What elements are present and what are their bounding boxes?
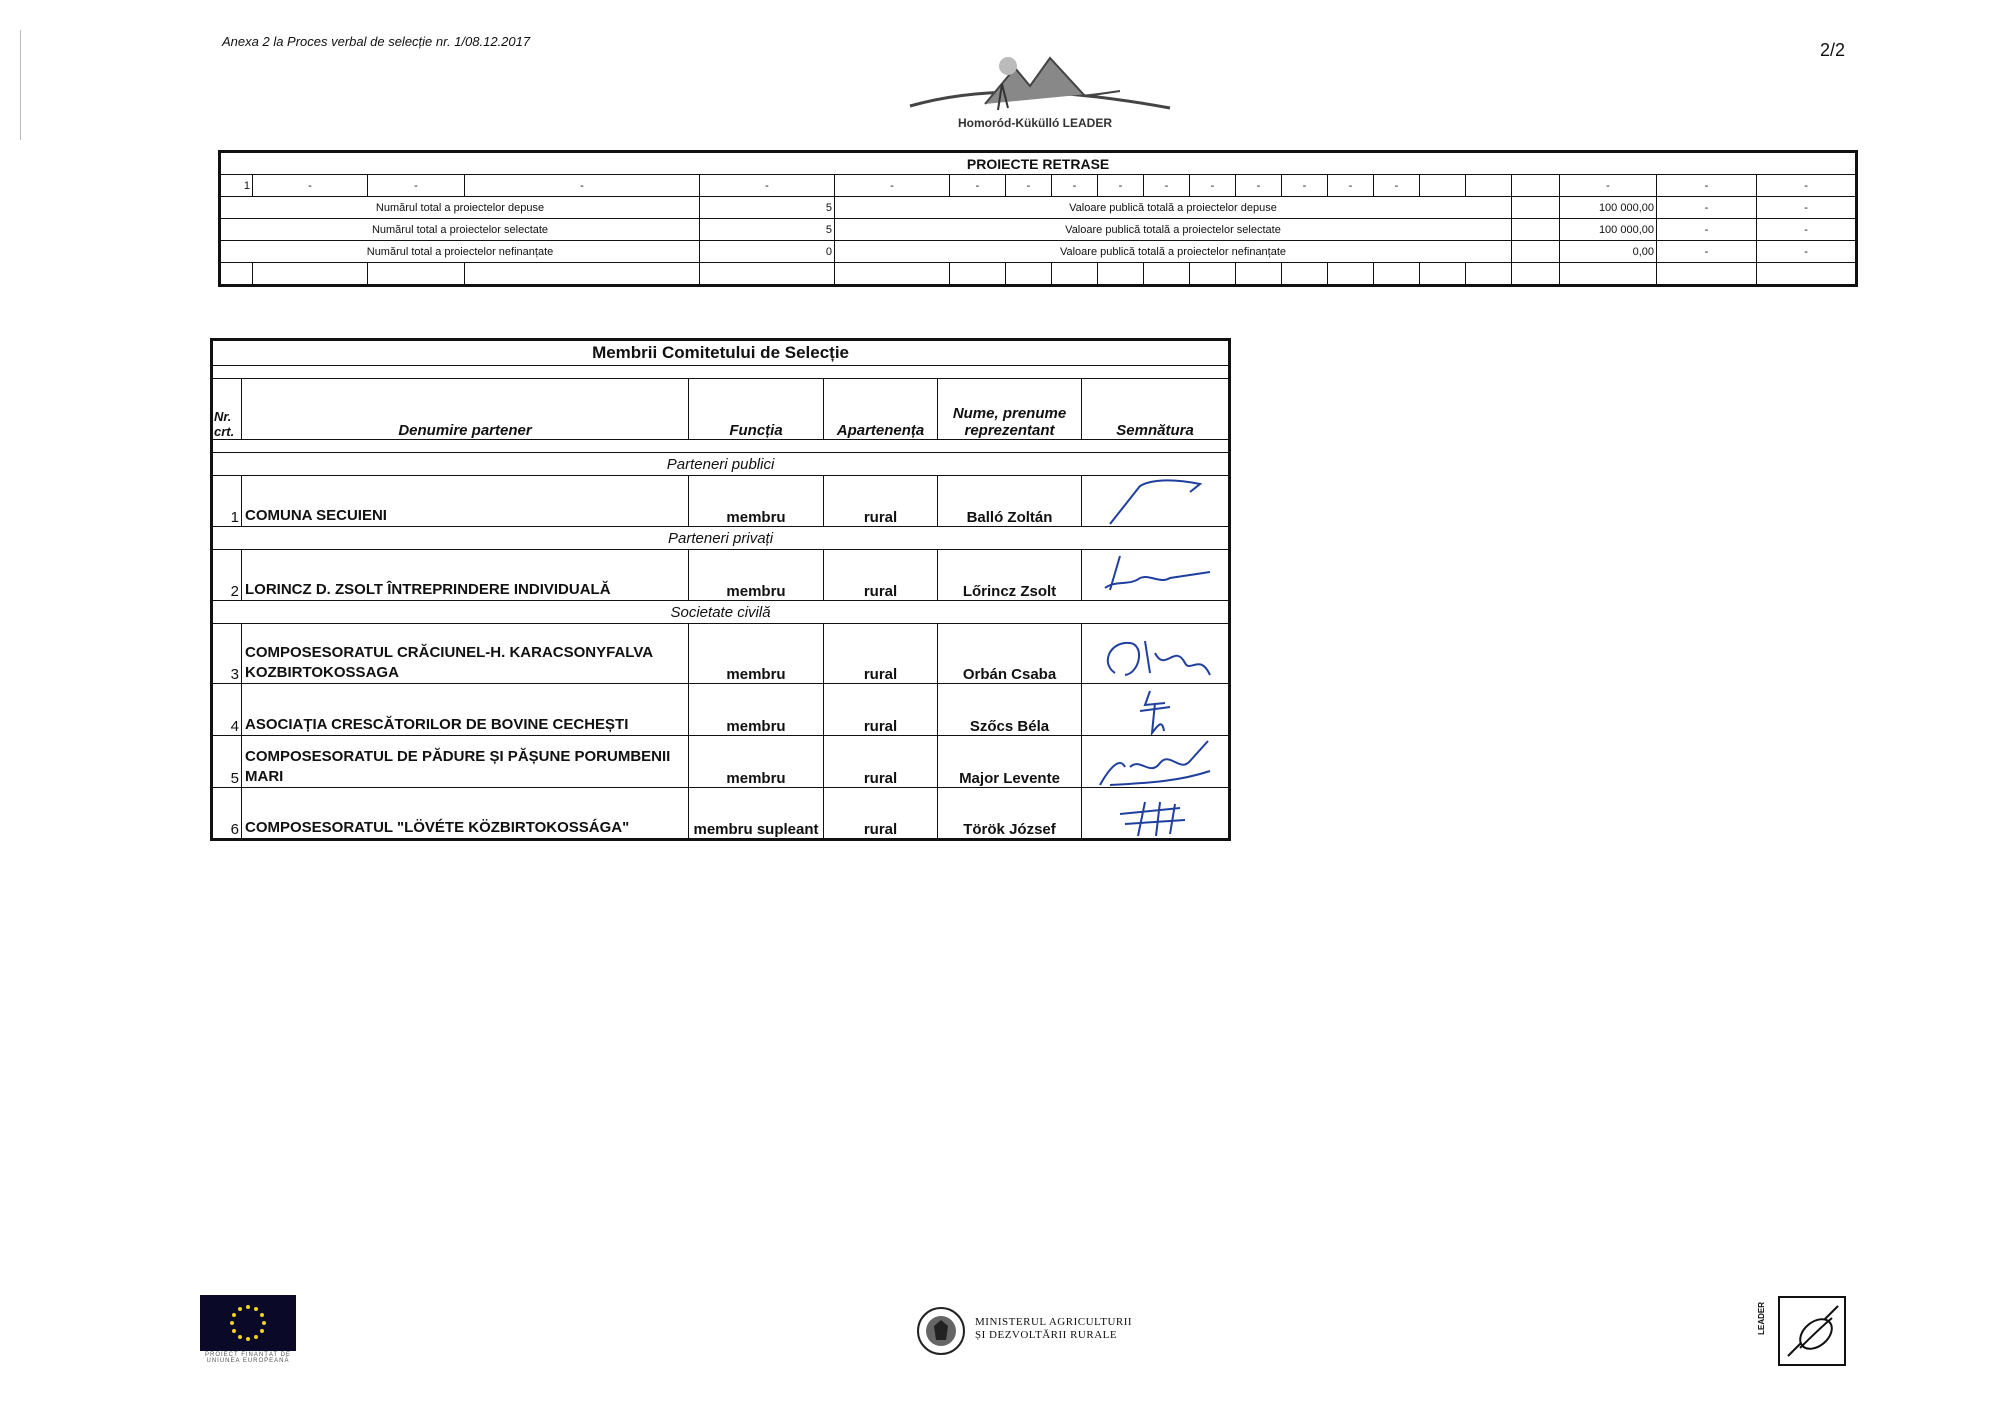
member-function: membru supleant xyxy=(689,788,824,840)
ministry-line2: ȘI DEZVOLTĂRII RURALE xyxy=(975,1329,1118,1341)
cell-dash: - xyxy=(1657,219,1757,241)
eu-flag-logo xyxy=(200,1295,296,1351)
empty-row xyxy=(220,263,1857,286)
member-nr: 1 xyxy=(212,476,242,527)
member-representative: Szőcs Béla xyxy=(938,684,1082,736)
signature-mark xyxy=(1090,633,1220,683)
member-affiliation: rural xyxy=(824,476,938,527)
member-representative: Balló Zoltán xyxy=(938,476,1082,527)
selected-row xyxy=(220,219,1857,241)
member-partner: COMUNA SECUIENI xyxy=(242,476,689,527)
cell-dash: - xyxy=(1052,175,1098,197)
cell-dash: - xyxy=(1757,219,1857,241)
member-nr: 5 xyxy=(212,736,242,788)
cell-dash: - xyxy=(1560,175,1657,197)
member-affiliation: rural xyxy=(824,684,938,736)
member-function: membru xyxy=(689,550,824,601)
cell-empty xyxy=(1512,241,1560,263)
unfunded-row xyxy=(220,241,1857,263)
submitted-value-label: Valoare publică totală a proiectelor depuse xyxy=(835,197,1512,219)
page-number: 2/2 xyxy=(1820,40,1846,60)
member-function: membru xyxy=(689,476,824,527)
member-signature xyxy=(1082,736,1230,788)
cell-empty xyxy=(1512,219,1560,241)
table-row xyxy=(212,684,1230,736)
cell-dash: - xyxy=(1757,175,1857,197)
member-partner: COMPOSESORATUL "LÖVÉTE KÖZBIRTOKOSSÁGA" xyxy=(242,788,689,840)
member-signature xyxy=(1082,684,1230,736)
lag-logo-name: Homoród-Kükülló LEADER xyxy=(958,116,1112,130)
cell-empty xyxy=(1420,175,1466,197)
member-nr: 6 xyxy=(212,788,242,840)
submitted-row xyxy=(220,197,1857,219)
member-partner: COMPOSESORATUL DE PĂDURE ȘI PĂȘUNE PORUMBENII MARI xyxy=(242,736,689,788)
leader-label: LEADER xyxy=(1757,1302,1766,1335)
signature-mark xyxy=(1090,685,1220,735)
selected-value-label: Valoare publică totală a proiectelor selectate xyxy=(835,219,1512,241)
submitted-label: Numărul total a proiectelor depuse xyxy=(220,197,700,219)
cell-empty xyxy=(1512,175,1560,197)
eu-stars-icon xyxy=(200,1295,296,1351)
cell-dash: - xyxy=(1657,241,1757,263)
member-nr: 2 xyxy=(212,550,242,601)
ministry-line1: MINISTERUL AGRICULTURII xyxy=(975,1316,1133,1328)
annex-note: Anexa 2 la Proces verbal de selecție nr. 1/08.12.2017 xyxy=(222,34,531,49)
category-public: Parteneri publici xyxy=(212,453,1230,476)
eu-caption: PROIECT FINANȚAT DE UNIUNEA EUROPEANĂ xyxy=(204,1352,291,1364)
category-civil: Societate civilă xyxy=(212,601,1230,624)
table-row xyxy=(212,550,1230,601)
member-partner: COMPOSESORATUL CRĂCIUNEL-H. KARACSONYFALVA KOZBIRTOKOSSAGA xyxy=(242,624,689,684)
cell-dash: - xyxy=(1757,241,1857,263)
header-affiliation: Apartenența xyxy=(824,379,938,440)
header-representative: Nume, prenume reprezentant xyxy=(938,379,1082,440)
cell-dash: - xyxy=(835,175,950,197)
signature-mark xyxy=(1090,788,1220,838)
table-row xyxy=(212,788,1230,840)
member-representative: Major Levente xyxy=(938,736,1082,788)
member-representative: Török József xyxy=(938,788,1082,840)
withdrawn-title: PROIECTE RETRASE xyxy=(220,152,1857,175)
member-partner: ASOCIAȚIA CRESCĂTORILOR DE BOVINE CECHEȘTI xyxy=(242,684,689,736)
member-affiliation: rural xyxy=(824,550,938,601)
unfunded-value: 0,00 xyxy=(1560,241,1657,263)
cell-dash: - xyxy=(1006,175,1052,197)
unfunded-count: 0 xyxy=(700,241,835,263)
leader-logo-icon xyxy=(1778,1296,1846,1366)
cell-dash: - xyxy=(465,175,700,197)
header-function: Funcția xyxy=(689,379,824,440)
cell-empty xyxy=(1466,175,1512,197)
cell-dash: - xyxy=(1236,175,1282,197)
cell-dash: - xyxy=(1328,175,1374,197)
member-signature xyxy=(1082,476,1230,527)
committee-title: Membrii Comitetului de Selecție xyxy=(212,340,1230,366)
row-index: 1 xyxy=(220,175,253,197)
submitted-count: 5 xyxy=(700,197,835,219)
category-private: Parteneri privați xyxy=(212,527,1230,550)
member-signature xyxy=(1082,624,1230,684)
cell-dash: - xyxy=(1098,175,1144,197)
unfunded-label: Numărul total a proiectelor nefinanțate xyxy=(220,241,700,263)
header-nr: Nr. crt. xyxy=(212,379,242,440)
member-nr: 4 xyxy=(212,684,242,736)
withdrawn-row xyxy=(220,175,1857,197)
selected-count: 5 xyxy=(700,219,835,241)
member-representative: Orbán Csaba xyxy=(938,624,1082,684)
member-function: membru xyxy=(689,624,824,684)
cell-empty xyxy=(1512,197,1560,219)
member-affiliation: rural xyxy=(824,624,938,684)
committee-table xyxy=(210,338,1231,841)
member-function: membru xyxy=(689,736,824,788)
romania-coat-of-arms-icon xyxy=(916,1306,966,1356)
cell-dash: - xyxy=(1757,197,1857,219)
member-affiliation: rural xyxy=(824,736,938,788)
table-row xyxy=(212,476,1230,527)
signature-mark xyxy=(1090,550,1220,600)
cell-dash: - xyxy=(253,175,368,197)
cell-dash: - xyxy=(1282,175,1328,197)
cell-dash: - xyxy=(700,175,835,197)
ministry-name xyxy=(975,1316,1132,1342)
header-signature: Semnătura xyxy=(1082,379,1230,440)
unfunded-value-label: Valoare publică totală a proiectelor nefinanțate xyxy=(835,241,1512,263)
signature-mark xyxy=(1090,737,1220,787)
scan-edge-line xyxy=(20,30,21,140)
member-signature xyxy=(1082,550,1230,601)
cell-dash: - xyxy=(1657,197,1757,219)
table-row xyxy=(212,624,1230,684)
withdrawn-projects-table xyxy=(218,150,1858,287)
member-affiliation: rural xyxy=(824,788,938,840)
header-partner: Denumire partener xyxy=(242,379,689,440)
member-signature xyxy=(1082,788,1230,840)
table-row xyxy=(212,736,1230,788)
member-nr: 3 xyxy=(212,624,242,684)
cell-dash: - xyxy=(368,175,465,197)
cell-dash: - xyxy=(1144,175,1190,197)
cell-dash: - xyxy=(1190,175,1236,197)
cell-dash: - xyxy=(1374,175,1420,197)
member-partner: LORINCZ D. ZSOLT ÎNTREPRINDERE INDIVIDUALĂ xyxy=(242,550,689,601)
cell-dash: - xyxy=(1657,175,1757,197)
selected-value: 100 000,00 xyxy=(1560,219,1657,241)
submitted-value: 100 000,00 xyxy=(1560,197,1657,219)
committee-header-row xyxy=(212,379,1230,440)
cell-dash: - xyxy=(950,175,1006,197)
selected-label: Numărul total a proiectelor selectate xyxy=(220,219,700,241)
member-representative: Lőrincz Zsolt xyxy=(938,550,1082,601)
signature-mark xyxy=(1090,476,1220,526)
member-function: membru xyxy=(689,684,824,736)
